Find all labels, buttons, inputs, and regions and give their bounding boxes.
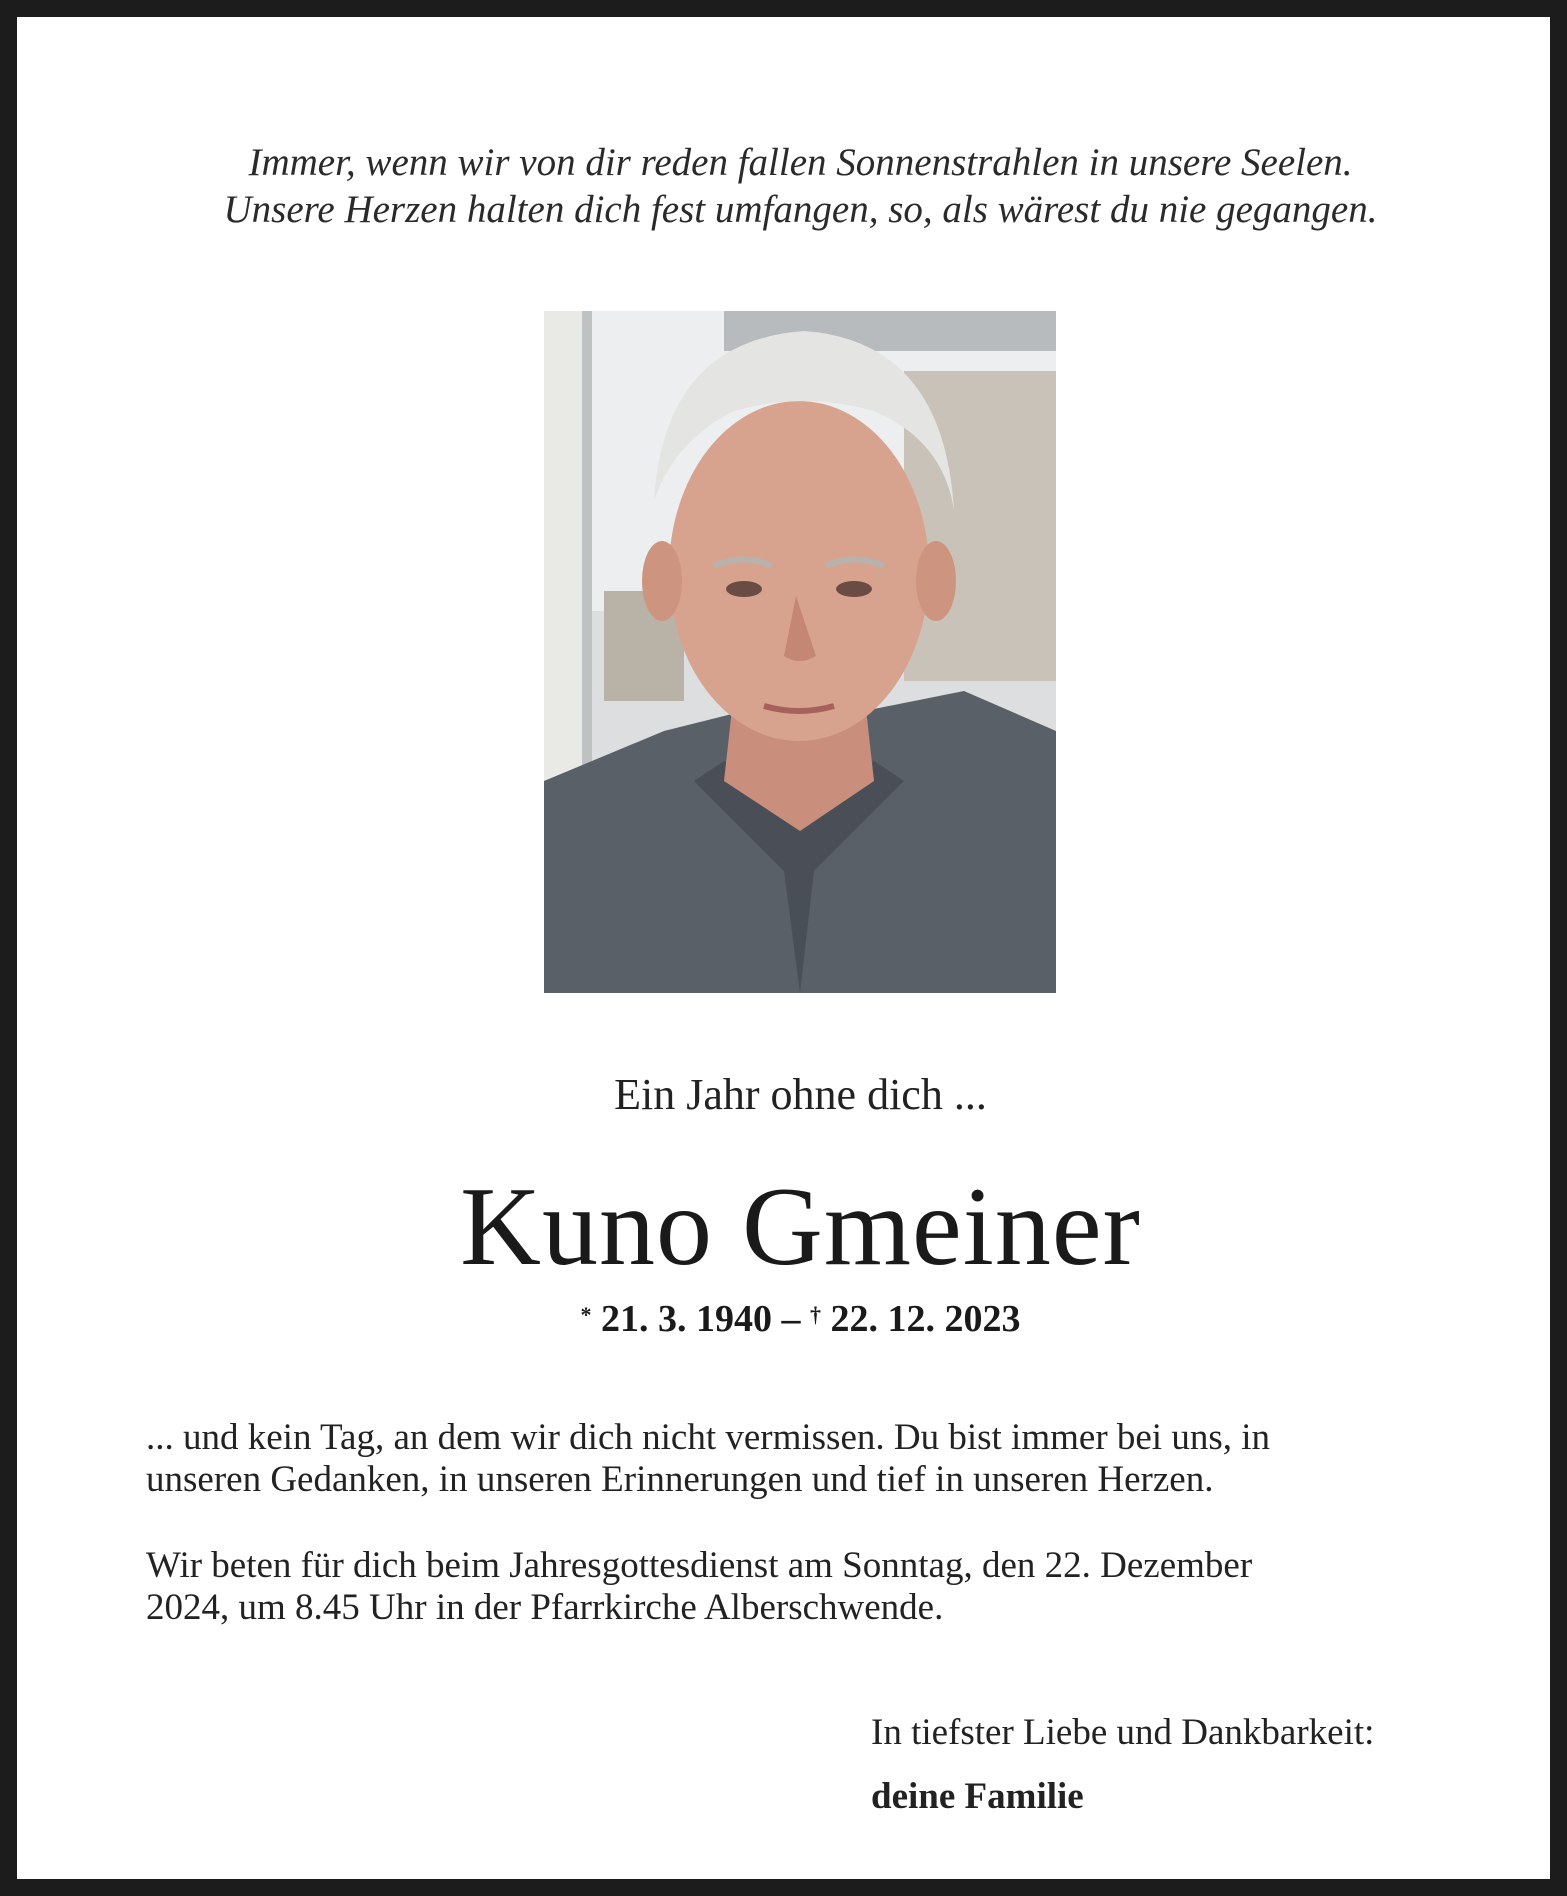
date-separator: – — [781, 1298, 801, 1340]
portrait-photo — [544, 311, 1056, 993]
service-paragraph — [146, 1545, 1456, 1629]
death-symbol: † — [810, 1302, 821, 1327]
motto-line-2: Unsere Herzen halten dich fest umfangen, so, als wärest du nie gegangen. — [223, 188, 1378, 231]
closing-line: In tiefster Liebe und Dankbarkeit: — [871, 1712, 1375, 1753]
lead-text: Ein Jahr ohne dich ... — [614, 1070, 987, 1119]
service-line-1: Wir beten für dich beim Jahresgottesdienst am Sonntag, den 22. Dezember — [146, 1545, 1253, 1586]
birth-date: 21. 3. 1940 — [601, 1298, 772, 1340]
remembrance-line-2: unseren Gedanken, in unseren Erinnerungen und tief in unseren Herzen. — [146, 1459, 1214, 1500]
life-dates — [17, 1295, 1567, 1343]
remembrance-paragraph — [146, 1417, 1456, 1501]
deceased-name: Kuno Gmeiner — [460, 1165, 1141, 1289]
closing-block — [871, 1711, 1471, 1819]
motto-line-1: Immer, wenn wir von dir reden fallen Sonnenstrahlen in unsere Seelen. — [248, 141, 1353, 184]
motto-quote — [17, 139, 1567, 233]
death-date: 22. 12. 2023 — [830, 1298, 1021, 1340]
remembrance-line-1: ... und kein Tag, an dem wir dich nicht vermissen. Du bist immer bei uns, in — [146, 1417, 1271, 1458]
family-signature: deine Familie — [871, 1776, 1084, 1817]
birth-symbol: * — [580, 1302, 592, 1327]
service-line-2: 2024, um 8.45 Uhr in der Pfarrkirche Alberschwende. — [146, 1587, 944, 1628]
